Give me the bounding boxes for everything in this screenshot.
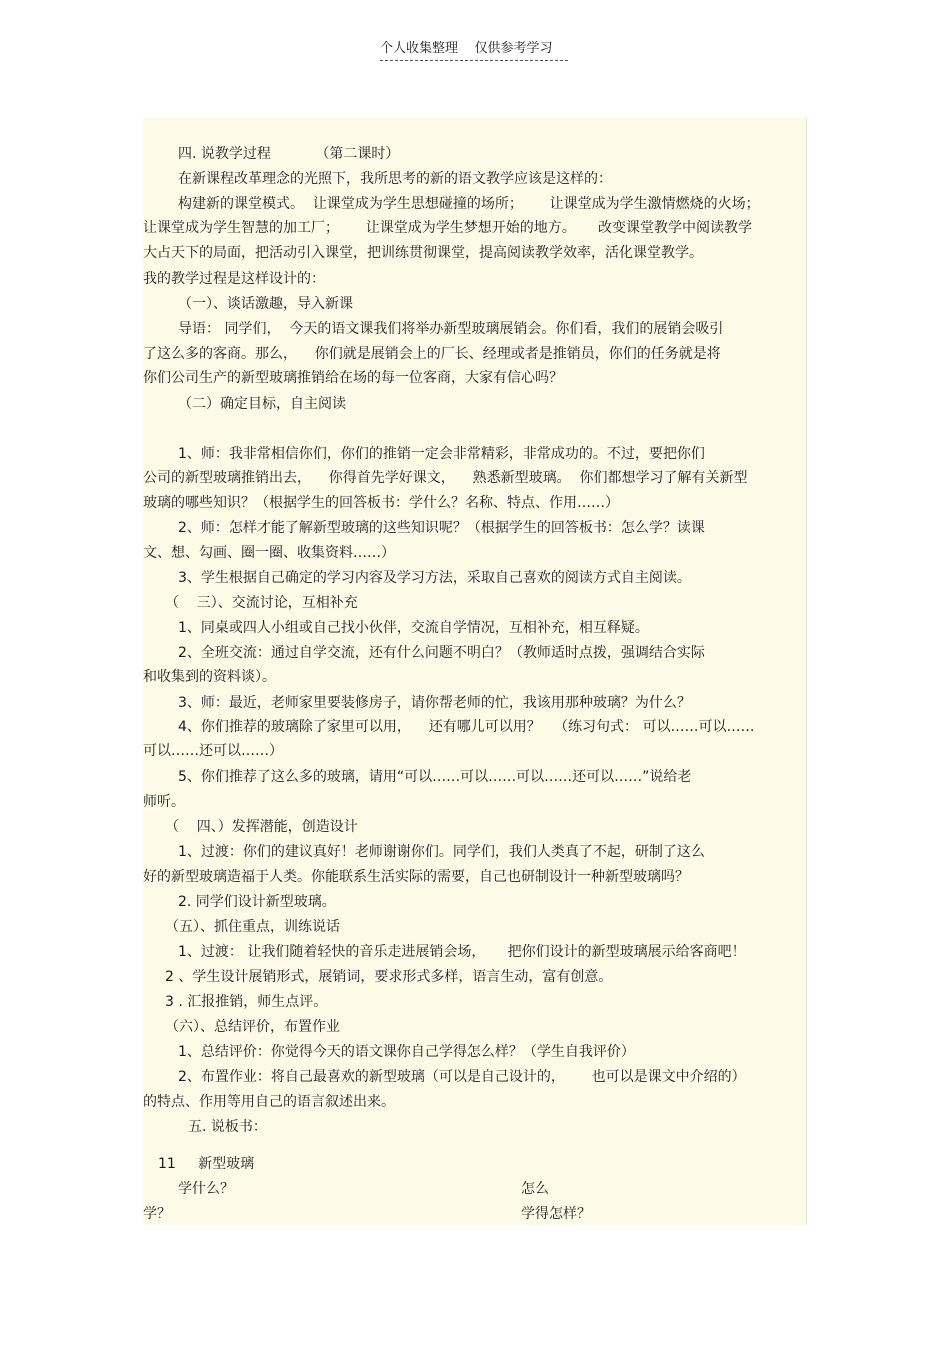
paragraph-line: 3 . 汇报推销，师生点评。 bbox=[165, 994, 328, 1010]
paragraph-line: 你们公司生产的新型玻璃推销给在场的每一位客商，大家有信心吗？ bbox=[143, 370, 563, 386]
subheading-1: （一）、谈话激趣，导入新课 bbox=[178, 296, 353, 312]
paragraph-line: 3、学生根据自己确定的学习内容及学习方法，采取自己喜欢的阅读方式自主阅读。 bbox=[178, 570, 691, 586]
paragraph-line: 2. 同学们设计新型玻璃。 bbox=[178, 894, 336, 910]
paragraph-line: 1、总结评价：你觉得今天的语文课你自己学得怎么样？（学生自我评价） bbox=[178, 1044, 635, 1060]
paragraph-line: 5、你们推荐了这么多的玻璃，请用“可以……可以……可以……还可以……”说给老 bbox=[178, 769, 692, 785]
subheading-5: （五）、抓住重点，训练说话 bbox=[165, 919, 340, 935]
paragraph-line: 和收集到的资料谈）。 bbox=[143, 669, 276, 685]
paragraph-line: 2、师：怎样才能了解新型玻璃的这些知识呢？（根据学生的回答板书：怎么学？读课 bbox=[178, 520, 705, 536]
paragraph-line: 1、过渡： 让我们随着轻快的音乐走进展销会场， 把你们设计的新型玻璃展示给客商吧！ bbox=[178, 944, 746, 960]
board-title: 11 新型玻璃 bbox=[158, 1156, 255, 1172]
paragraph-line: 2、布置作业：将自己最喜欢的新型玻璃（可以是自己设计的， 也可以是课文中介绍的） bbox=[178, 1069, 746, 1085]
paragraph-line: 公司的新型玻璃推销出去， 你得首先学好课文， 熟悉新型玻璃。 你们都想学习了解有关新型 bbox=[143, 470, 748, 486]
paragraph-line: 构建新的课堂模式。 让课堂成为学生思想碰撞的场所； 让课堂成为学生激情燃烧的火场； bbox=[178, 196, 760, 212]
paragraph-line: 好的新型玻璃造福于人类。你能联系生活实际的需要，自己也研制设计一种新型玻璃吗？ bbox=[143, 869, 689, 885]
paragraph-line: 了这么多的客商。那么， 你们就是展销会上的厂长、经理或者是推销员，你们的任务就是将 bbox=[143, 346, 721, 362]
subheading-4: （ 四、）发挥潜能，创造设计 bbox=[165, 819, 358, 835]
paragraph-line: 1、过渡：你们的建议真好！老师谢谢你们。同学们，我们人类真了不起，研制了这么 bbox=[178, 844, 705, 860]
paragraph-line: 可以……还可以……） bbox=[143, 743, 283, 759]
paragraph-line: 的特点、作用等用自己的语言叙述出来。 bbox=[143, 1094, 395, 1110]
paragraph-line: 我的教学过程是这样设计的： bbox=[143, 271, 325, 287]
paragraph-line: 导语： 同学们， 今天的语文课我们将举办新型玻璃展销会。你们看，我们的展销会吸引 bbox=[178, 321, 724, 337]
paragraph-line: 文、想、勾画、圈一圈、收集资料……） bbox=[143, 545, 395, 561]
paragraph-line: 2、全班交流：通过自学交流，还有什么问题不明白？（教师适时点拨，强调结合实际 bbox=[178, 645, 705, 661]
section-heading-board: 五. 说板书： bbox=[188, 1119, 267, 1135]
board-item-what: 学什么？ bbox=[178, 1181, 234, 1197]
board-item-what-cont: 学？ bbox=[143, 1206, 171, 1222]
board-item-result: 学得怎样？ bbox=[521, 1206, 591, 1222]
paragraph-line: 3、师：最近，老师家里要装修房子，请你帮老师的忙，我该用那种玻璃？为什么？ bbox=[178, 695, 691, 711]
paragraph-line: 1、师：我非常相信你们，你们的推销一定会非常精彩，非常成功的。不过，要把你们 bbox=[178, 446, 705, 462]
paragraph-line: 玻璃的哪些知识？（根据学生的回答板书：学什么？名称、特点、作用……） bbox=[143, 495, 619, 511]
paragraph-line: 2 、学生设计展销形式，展销词，要求形式多样，语言生动，富有创意。 bbox=[165, 969, 613, 985]
page-header: 个人收集整理 仅供参考学习 bbox=[380, 40, 568, 61]
subheading-6: （六）、总结评价，布置作业 bbox=[165, 1019, 340, 1035]
paragraph-line: 大占天下的局面，把活动引入课堂，把训练贯彻课堂，提高阅读教学效率，活化课堂教学。 bbox=[143, 245, 703, 261]
subheading-2: （二）确定目标，自主阅读 bbox=[178, 396, 346, 412]
paragraph-line: 在新课程改革理念的光照下，我所思考的新的语文教学应该是这样的： bbox=[178, 171, 612, 187]
subheading-3: （ 三）、交流讨论，互相补充 bbox=[165, 595, 358, 611]
section-heading-teaching-process: 四. 说教学过程 （第二课时） bbox=[178, 146, 400, 162]
paragraph-line: 4、你们推荐的玻璃除了家里可以用， 还有哪儿可以用？ （练习句式： 可以……可以…… bbox=[178, 719, 755, 735]
board-item-how: 怎么 bbox=[521, 1181, 549, 1197]
paragraph-line: 师听。 bbox=[143, 794, 185, 810]
paragraph-line: 1、同桌或四人小组或自己找小伙伴，交流自学情况，互相补充，相互释疑。 bbox=[178, 620, 649, 636]
paragraph-line: 让课堂成为学生智慧的加工厂； 让课堂成为学生梦想开始的地方。 改变课堂教学中阅读教学 bbox=[143, 220, 752, 236]
